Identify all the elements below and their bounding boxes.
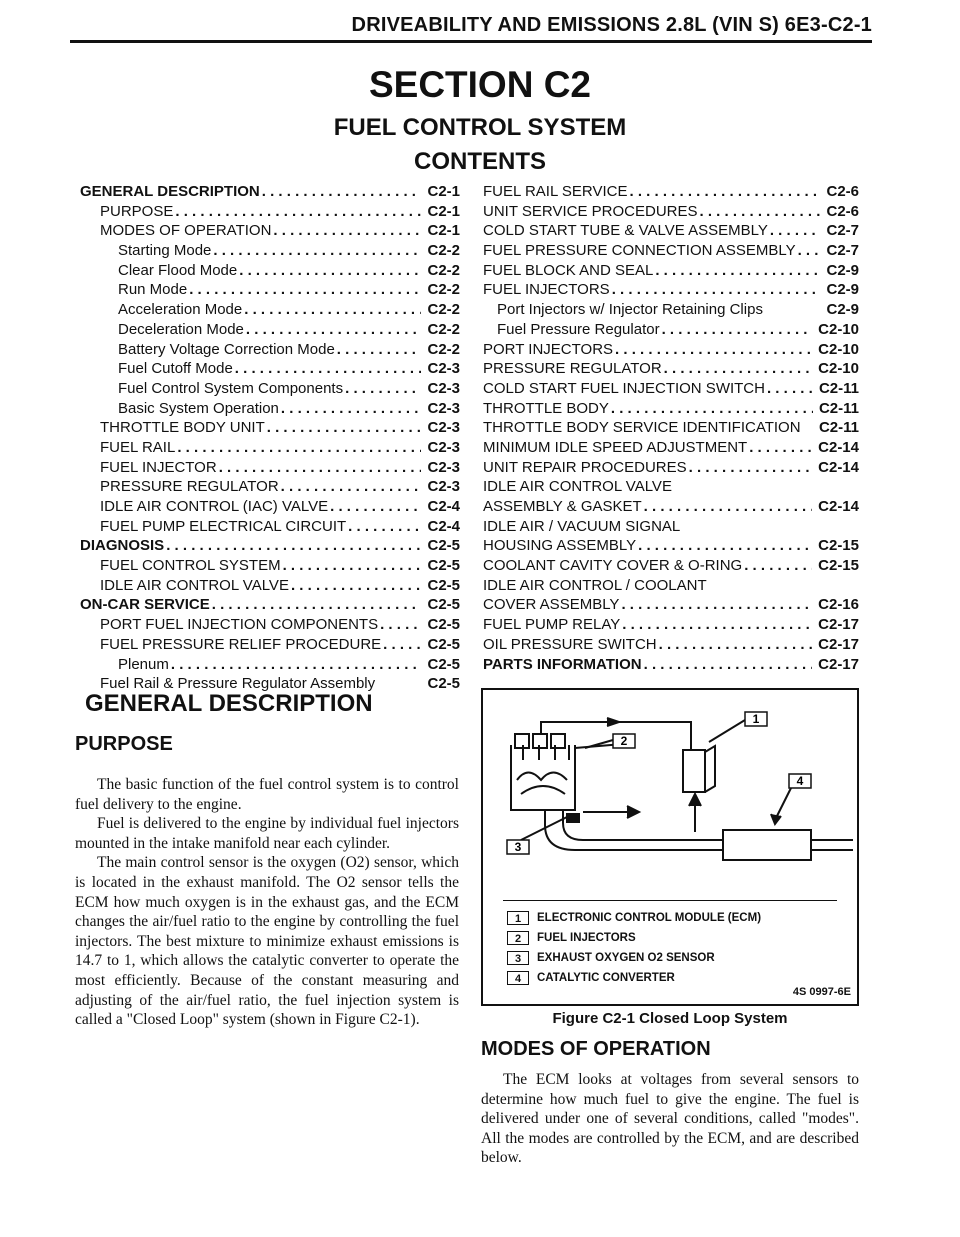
toc-entry	[483, 557, 859, 577]
toc-leader-dots	[662, 360, 812, 377]
toc-entry-title: FUEL CONTROL SYSTEM	[100, 557, 281, 575]
toc-entry-page: C2-5	[427, 655, 460, 673]
toc-entry-title: HOUSING ASSEMBLY	[483, 537, 637, 555]
toc-entry	[483, 636, 859, 656]
toc-entry-title: UNIT SERVICE PROCEDURES	[483, 202, 698, 220]
toc-entry-page: C2-14	[818, 438, 859, 456]
toc-entry	[483, 577, 859, 597]
toc-entry	[80, 341, 460, 361]
toc-entry-page: C2-5	[427, 635, 460, 653]
purpose-body	[75, 775, 459, 1030]
contents-heading: CONTENTS	[414, 148, 546, 175]
toc-entry-page: C2-2	[427, 301, 460, 319]
toc-leader-dots	[217, 459, 422, 476]
toc-entry-page: C2-15	[818, 557, 859, 575]
toc-entry	[483, 222, 859, 242]
modes-body	[481, 1070, 859, 1168]
toc-leader-dots	[653, 262, 820, 279]
legend-label: EXHAUST OXYGEN O2 SENSOR	[537, 952, 715, 964]
toc-entry-title: THROTTLE BODY SERVICE IDENTIFICATION	[483, 419, 801, 437]
toc-leader-dots	[628, 183, 821, 200]
toc-leader-dots	[613, 341, 812, 358]
toc-entry	[80, 301, 460, 321]
toc-entry	[80, 537, 460, 557]
toc-entry	[80, 596, 460, 616]
toc-entry-title: IDLE AIR CONTROL VALVE	[100, 576, 289, 594]
toc-leader-dots	[747, 439, 812, 456]
toc-entry-title: FUEL INJECTOR	[100, 458, 217, 476]
toc-leader-dots	[169, 656, 422, 673]
toc-entry-title: MODES OF OPERATION	[100, 222, 272, 240]
toc-entry-title: FUEL PUMP RELAY	[483, 616, 621, 634]
toc-entry-page: C2-2	[427, 320, 460, 338]
toc-entry-title: UNIT REPAIR PROCEDURES	[483, 458, 687, 476]
toc-entry-page: C2-5	[427, 616, 460, 634]
callout-4: 4	[796, 774, 804, 788]
toc-leader-dots	[636, 537, 812, 554]
toc-entry-page: C2-2	[427, 340, 460, 358]
toc-entry-title: GENERAL DESCRIPTION	[80, 183, 260, 200]
toc-entry-title: FUEL BLOCK AND SEAL	[483, 261, 654, 279]
running-title: DRIVEABILITY AND EMISSIONS 2.8L (VIN S) 6E3-C2-1	[351, 14, 872, 36]
toc-leader-dots	[328, 498, 421, 515]
toc-entry-page: C2-2	[427, 261, 460, 279]
toc-entry	[80, 203, 460, 223]
legend-label: CATALYTIC CONVERTER	[537, 972, 675, 984]
toc-entry-title: FUEL RAIL SERVICE	[483, 183, 628, 200]
toc-entry-page: C2-7	[826, 242, 859, 260]
toc-entry-title: ASSEMBLY & GASKET	[483, 498, 642, 515]
callout-3: 3	[514, 840, 522, 854]
toc-entry	[80, 360, 460, 380]
figure-id: 4S 0997-6E	[792, 986, 851, 998]
legend-item	[507, 948, 761, 968]
figure-legend	[507, 908, 761, 988]
legend-label: ELECTRONIC CONTROL MODULE (ECM)	[537, 912, 762, 924]
toc-entry-page: C2-3	[427, 419, 460, 437]
toc-left-column	[80, 183, 460, 695]
toc-leader-dots	[281, 557, 422, 574]
toc-entry	[80, 656, 460, 676]
toc-entry	[483, 419, 859, 439]
general-description-heading: GENERAL DESCRIPTION	[85, 690, 373, 717]
toc-entry-title: PRESSURE REGULATOR	[100, 478, 279, 496]
toc-entry-title: FUEL PRESSURE CONNECTION ASSEMBLY	[483, 242, 796, 260]
figure-caption: Figure C2-1 Closed Loop System	[552, 1010, 788, 1027]
purpose-paragraph-3: The main control sensor is the oxygen (O2) sensor, which is located in the exhaust manifold. The O2 sensor tells the ECM how much oxygen is in the exhaust gas, and the ECM changes the air/fuel ratio to the engine by controlling the fuel injectors. The best mixture to minimize exhaust emissions is 14.7 to 1, which allows the catalytic converter to operate the most efficiently. Because of the constant measuring and adjusting of the air/fuel ratio, the fuel injection system is called a "Closed Loop" system (shown in Figure C2-1).	[75, 854, 459, 1029]
toc-leader-dots	[660, 321, 813, 338]
toc-leader-dots	[211, 242, 421, 259]
toc-entry	[483, 203, 859, 223]
toc-leader-dots	[335, 341, 422, 358]
legend-number: 3	[507, 951, 529, 965]
toc-entry	[483, 400, 859, 420]
toc-entry-title: Deceleration Mode	[118, 320, 244, 338]
toc-entry	[80, 242, 460, 262]
toc-leader-dots	[265, 419, 422, 436]
toc-entry-title: FUEL RAIL	[100, 438, 176, 456]
toc-entry	[80, 636, 460, 656]
toc-leader-dots	[346, 518, 421, 535]
toc-leader-dots	[175, 439, 421, 456]
toc-entry-page: C2-11	[818, 379, 859, 397]
toc-entry-page: C2-5	[427, 596, 460, 614]
toc-entry-page: C2-3	[427, 399, 460, 417]
toc-entry-title: Port Injectors w/ Injector Retaining Clips	[497, 301, 763, 319]
toc-entry	[483, 498, 859, 518]
toc-entry	[483, 321, 859, 341]
toc-leader-dots	[687, 459, 812, 476]
toc-leader-dots	[279, 478, 422, 495]
toc-entry	[80, 380, 460, 400]
toc-entry-title: OIL PRESSURE SWITCH	[483, 635, 657, 653]
toc-entry-title: Fuel Control System Components	[118, 379, 344, 397]
legend-divider	[503, 900, 837, 901]
toc-leader-dots	[796, 242, 821, 259]
purpose-paragraph-1: The basic function of the fuel control system is to control fuel delivery to the engine.	[75, 776, 459, 813]
toc-entry	[483, 518, 859, 538]
toc-entry-page: C2-7	[826, 222, 859, 240]
toc-leader-dots	[164, 537, 421, 554]
toc-entry-page: C2-4	[427, 517, 460, 535]
toc-entry-page: C2-5	[427, 675, 460, 693]
toc-entry-page: C2-6	[826, 183, 859, 200]
toc-leader-dots	[698, 203, 821, 220]
toc-leader-dots	[271, 222, 421, 239]
toc-entry-page: C2-3	[427, 360, 460, 378]
legend-number: 1	[507, 911, 529, 925]
toc-entry-title: Fuel Pressure Regulator	[497, 320, 660, 338]
toc-entry-page: C2-10	[818, 320, 859, 338]
toc-entry	[483, 262, 859, 282]
toc-leader-dots	[187, 281, 421, 298]
toc-entry	[483, 596, 859, 616]
section-title: SECTION C2	[368, 64, 592, 105]
toc-leader-dots	[642, 498, 812, 515]
toc-entry-page: C2-3	[427, 438, 460, 456]
toc-entry-title: ON-CAR SERVICE	[80, 596, 210, 614]
toc-entry-page: C2-3	[427, 478, 460, 496]
toc-entry-page: C2-11	[818, 419, 859, 437]
toc-entry-title: PURPOSE	[100, 202, 174, 220]
toc-entry-title: IDLE AIR CONTROL (IAC) VALVE	[100, 498, 329, 515]
toc-entry	[80, 400, 460, 420]
toc-entry	[80, 478, 460, 498]
toc-entry	[80, 222, 460, 242]
toc-leader-dots	[173, 203, 421, 220]
toc-entry	[80, 321, 460, 341]
toc-entry-page: C2-3	[427, 379, 460, 397]
running-header	[70, 10, 872, 44]
callout-1: 1	[752, 712, 760, 726]
toc-entry-page: C2-15	[818, 537, 859, 555]
toc-entry-title: Fuel Cutoff Mode	[118, 360, 233, 378]
toc-entry-page: C2-17	[818, 616, 859, 634]
toc-entry-page: C2-14	[818, 498, 859, 515]
toc-entry-page: C2-2	[427, 281, 460, 299]
toc-entry-page: C2-2	[427, 242, 460, 260]
toc-entry-title: COOLANT CAVITY COVER & O-RING	[483, 557, 743, 575]
toc-leader-dots	[279, 400, 422, 417]
toc-entry	[80, 557, 460, 577]
toc-entry	[483, 459, 859, 479]
toc-entry-page: C2-10	[818, 360, 859, 378]
toc-entry-title: Battery Voltage Correction Mode	[118, 340, 335, 358]
toc-entry-title: Clear Flood Mode	[118, 261, 238, 279]
toc-leader-dots	[619, 596, 812, 613]
toc-leader-dots	[768, 222, 821, 239]
toc-leader-dots	[642, 656, 813, 673]
toc-entry-page: C2-16	[818, 596, 859, 614]
toc-entry	[483, 656, 859, 676]
legend-item	[507, 968, 761, 988]
callout-2: 2	[620, 734, 628, 748]
toc-entry	[483, 183, 859, 203]
purpose-paragraph-2: Fuel is delivered to the engine by individual fuel injectors mounted in the intake manifold near each cylinder.	[75, 815, 459, 852]
toc-entry-page: C2-17	[818, 655, 859, 673]
toc-entry-title: COLD START FUEL INJECTION SWITCH	[483, 379, 765, 397]
toc-entry	[80, 419, 460, 439]
toc-leader-dots	[260, 183, 422, 200]
toc-entry-title: MINIMUM IDLE SPEED ADJUSTMENT	[483, 438, 748, 456]
toc-entry-page: C2-11	[818, 399, 859, 417]
legend-number: 4	[507, 971, 529, 985]
toc-entry	[483, 478, 859, 498]
toc-entry-title: PORT INJECTORS	[483, 340, 614, 358]
toc-entry-title: FUEL PRESSURE RELIEF PROCEDURE	[100, 635, 382, 653]
toc-entry-page: C2-1	[427, 202, 460, 220]
toc-entry-title: COLD START TUBE & VALVE ASSEMBLY	[483, 222, 768, 240]
purpose-heading: PURPOSE	[75, 733, 173, 755]
toc-entry-title: FUEL INJECTORS	[483, 281, 610, 299]
toc-entry	[483, 341, 859, 361]
toc-leader-dots	[620, 616, 812, 633]
toc-entry-page: C2-17	[818, 635, 859, 653]
toc-entry-title: PARTS INFORMATION	[483, 655, 642, 673]
toc-entry	[483, 380, 859, 400]
figure-closed-loop-system	[481, 688, 859, 1006]
toc-entry	[80, 183, 460, 203]
legend-number: 2	[507, 931, 529, 945]
section-subtitle: FUEL CONTROL SYSTEM	[333, 114, 627, 141]
toc-entry	[483, 439, 859, 459]
toc-entry	[80, 518, 460, 538]
toc-entry-title: Basic System Operation	[118, 399, 279, 417]
toc-entry-title: PORT FUEL INJECTION COMPONENTS	[100, 616, 379, 634]
toc-entry-page: C2-3	[427, 458, 460, 476]
modes-heading: MODES OF OPERATION	[481, 1038, 711, 1060]
toc-entry-title: FUEL PUMP ELECTRICAL CIRCUIT	[100, 517, 347, 535]
toc-leader-dots	[210, 596, 422, 613]
toc-entry	[80, 281, 460, 301]
toc-entry	[80, 577, 460, 597]
legend-label: FUEL INJECTORS	[537, 932, 636, 944]
toc-entry	[80, 498, 460, 518]
toc-leader-dots	[657, 636, 813, 653]
toc-entry-title: Plenum	[118, 655, 169, 673]
toc-entry-title: THROTTLE BODY UNIT	[100, 419, 265, 437]
toc-entry	[80, 459, 460, 479]
toc-leader-dots	[610, 281, 821, 298]
toc-entry	[483, 616, 859, 636]
toc-leader-dots	[609, 400, 813, 417]
toc-leader-dots	[343, 380, 421, 397]
toc-entry-page: C2-6	[826, 202, 859, 220]
header-rule	[70, 40, 872, 43]
toc-entry	[483, 281, 859, 301]
toc-entry	[483, 360, 859, 380]
toc-entry-title: DIAGNOSIS	[80, 537, 165, 555]
toc-entry-page: C2-4	[427, 498, 460, 515]
toc-entry-title: Acceleration Mode	[118, 301, 243, 319]
toc-entry	[483, 242, 859, 262]
toc-entry-page: C2-14	[818, 458, 859, 476]
toc-entry-title: Fuel Rail & Pressure Regulator Assembly	[100, 675, 376, 693]
toc-entry-page: C2-5	[427, 557, 460, 575]
toc-leader-dots	[244, 321, 422, 338]
toc-entry-title: Run Mode	[118, 281, 188, 299]
toc-entry-title: THROTTLE BODY	[483, 399, 609, 417]
toc-entry-title: Starting Mode	[118, 242, 212, 260]
toc-leader-dots	[378, 616, 421, 633]
modes-paragraph: The ECM looks at voltages from several sensors to determine how much fuel to give the engine. The fuel is delivered under one of several conditions, called "modes". All the modes are controlled by the ECM, and are described below.	[481, 1071, 859, 1167]
toc-entry-page: C2-10	[818, 340, 859, 358]
toc-entry-page: C2-9	[826, 261, 859, 279]
toc-leader-dots	[242, 301, 421, 318]
toc-right-column	[483, 183, 859, 675]
toc-leader-dots	[237, 262, 421, 279]
legend-item	[507, 908, 761, 928]
toc-entry-page: C2-1	[427, 183, 460, 200]
toc-entry	[80, 616, 460, 636]
toc-leader-dots	[289, 577, 422, 594]
toc-entry	[80, 262, 460, 282]
toc-entry-title: COVER ASSEMBLY	[483, 596, 620, 614]
toc-leader-dots	[381, 636, 421, 653]
toc-entry-page: C2-5	[427, 576, 460, 594]
toc-entry-title: IDLE AIR CONTROL / COOLANT	[483, 576, 707, 594]
toc-leader-dots	[765, 380, 813, 397]
toc-entry	[483, 301, 859, 321]
toc-entry	[483, 537, 859, 557]
toc-entry-page: C2-9	[826, 281, 859, 299]
toc-entry-page: C2-9	[826, 301, 859, 319]
toc-leader-dots	[742, 557, 812, 574]
toc-entry	[80, 439, 460, 459]
toc-entry-title: IDLE AIR CONTROL VALVE	[483, 478, 672, 496]
toc-entry-title: PRESSURE REGULATOR	[483, 360, 662, 378]
toc-entry-title: IDLE AIR / VACUUM SIGNAL	[483, 517, 681, 535]
toc-entry-page: C2-5	[427, 537, 460, 555]
toc-leader-dots	[233, 360, 422, 377]
toc-entry-page: C2-1	[427, 222, 460, 240]
legend-item	[507, 928, 761, 948]
